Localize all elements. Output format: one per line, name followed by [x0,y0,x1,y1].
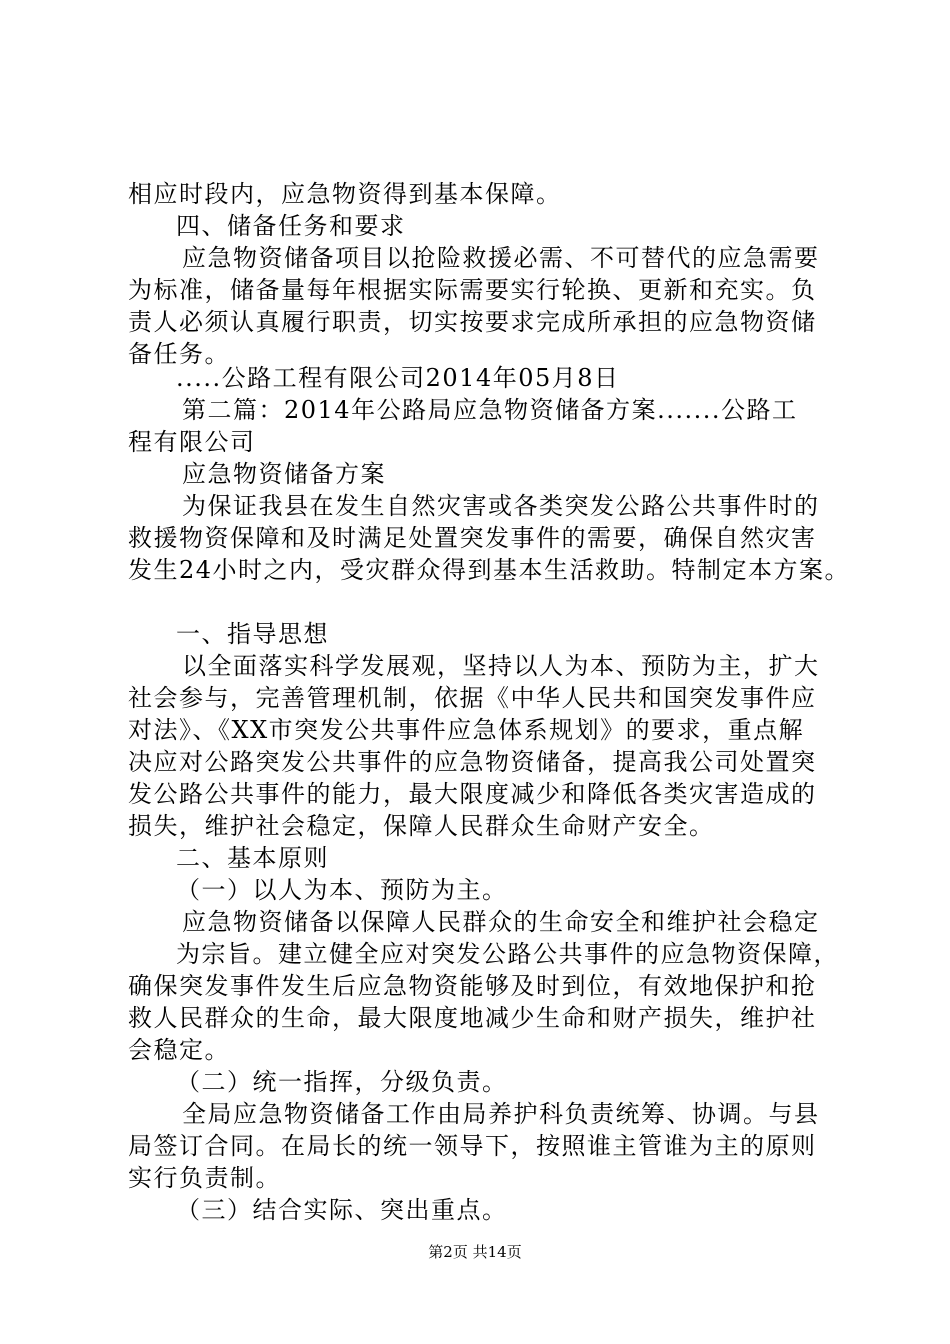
text-line: 程有限公司 [128,428,256,456]
text-line: 决应对公路突发公共事件的应急物资储备，提高我公司处置突 [128,748,817,776]
text-line: 发公路公共事件的能力，最大限度减少和降低各类灾害造成的 [128,780,817,808]
subsection-heading: （二）统一指挥，分级负责。 [176,1068,508,1096]
text-line: 为保证我县在发生自然灾害或各类突发公路公共事件时的 [182,492,820,520]
text-line: 备任务。 [128,340,230,368]
section-heading: 一、指导思想 [176,620,329,648]
text-line: 相应时段内，应急物资得到基本保障。 [128,180,562,208]
subsection-heading: （一）以人为本、预防为主。 [176,876,508,904]
text-line: 社会参与，完善管理机制，依据《中华人民共和国突发事件应 [128,684,817,712]
page-footer: 第2页 共14页 [428,1243,522,1261]
section-heading: 二、基本原则 [176,844,329,872]
chapter-title: 第二篇：2014年公路局应急物资储备方案.......公路工 [182,396,798,424]
text-line: 会稳定。 [128,1036,230,1064]
text-line: 损失，维护社会稳定，保障人民群众生命财产安全。 [128,812,715,840]
signature-line: .....公路工程有限公司2014年05月8日 [176,364,620,392]
document-title: 应急物资储备方案 [182,460,386,488]
text-line: 发生24小时之内，受灾群众得到基本生活救助。特制定本方案。 [128,556,851,584]
subsection-heading: （三）结合实际、突出重点。 [176,1196,508,1224]
section-heading: 四、储备任务和要求 [176,212,406,240]
text-line: 救援物资保障和及时满足处置突发事件的需要，确保自然灾害 [128,524,817,552]
text-line: 局签订合同。在局长的统一领导下，按照谁主管谁为主的原则 [128,1132,817,1160]
text-line: 对法》、《XX市突发公共事件应急体系规划》的要求，重点解 [128,716,805,744]
text-line: 应急物资储备项目以抢险救援必需、不可替代的应急需要 [182,244,820,272]
text-line: 救人民群众的生命，最大限度地减少生命和财产损失，维护社 [128,1004,817,1032]
text-line: 应急物资储备以保障人民群众的生命安全和维护社会稳定 [182,908,820,936]
text-line: 确保突发事件发生后应急物资能够及时到位，有效地保护和抢 [128,972,817,1000]
text-line: 责人必须认真履行职责，切实按要求完成所承担的应急物资储 [128,308,817,336]
text-line: 为标准，储备量每年根据实际需要实行轮换、更新和充实。负 [128,276,817,304]
text-line: 实行负责制。 [128,1164,281,1192]
text-line: 以全面落实科学发展观，坚持以人为本、预防为主，扩大 [182,652,820,680]
text-line: 全局应急物资储备工作由局养护科负责统筹、协调。与县 [182,1100,820,1128]
text-line: 为宗旨。建立健全应对突发公路公共事件的应急物资保障， [176,940,839,968]
